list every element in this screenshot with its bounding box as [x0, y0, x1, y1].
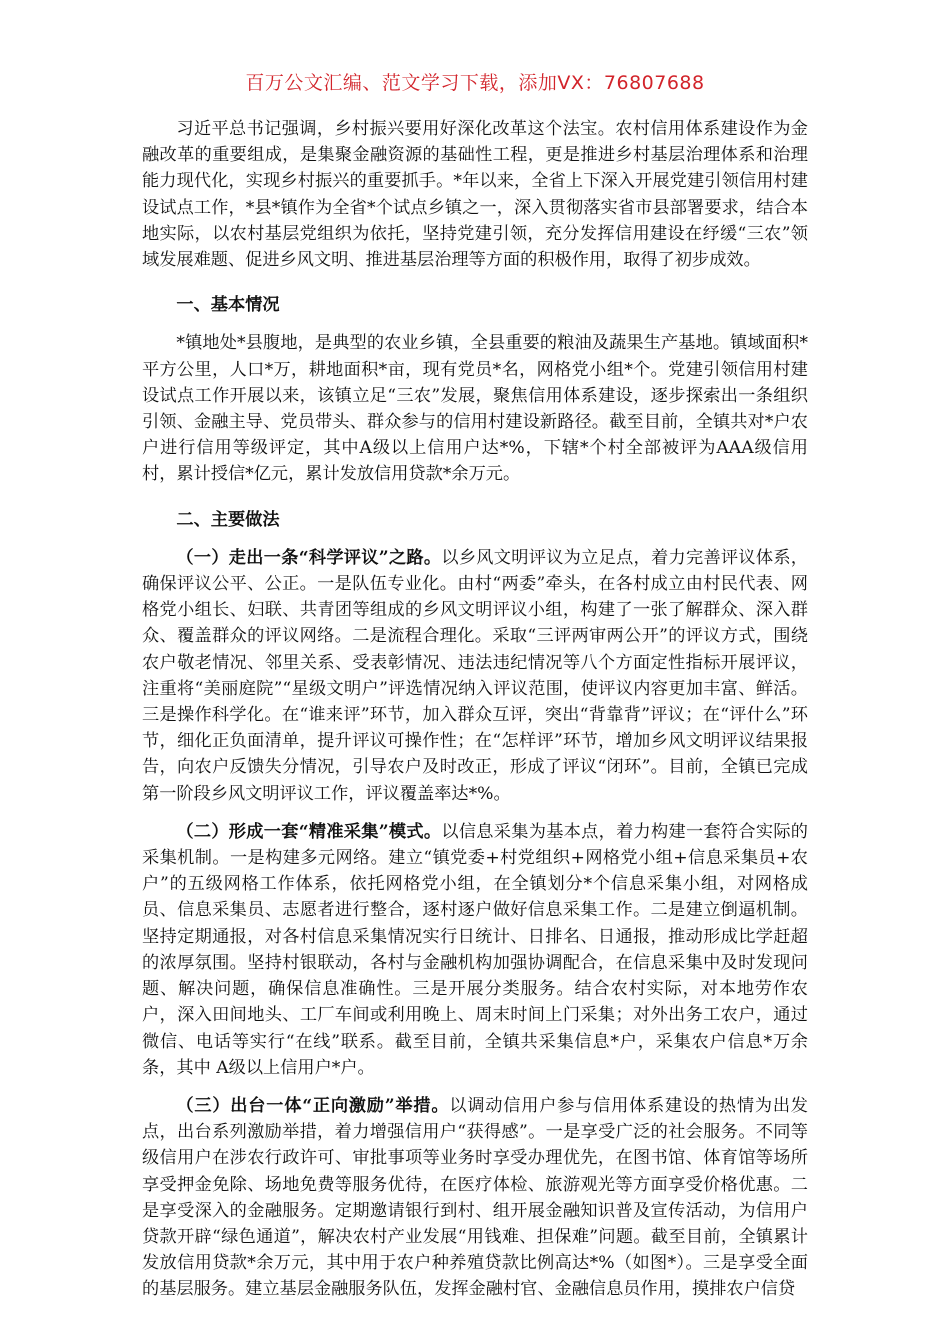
- section2-heading: 二、主要做法: [176, 509, 280, 530]
- item2-body: 以信息采集为基本点，着力构建一套符合实际的采集机制。一是构建多元网络。建立“镇党委+村党组织+网格党小组+信息采集员+农户”的五级网格工作体系，依托网格党小组，在全镇划分*个信息采集小组，对网格成员、信息采集员、志愿者进行整合，逐村逐户做好信息采集工作。二是建立倒逼机制。坚持定期通报，对各村信息采集情况实行日统计、日排名、日通报，推动形成比学赶超的浓厚氛围。坚持村银联动，各村与金融机构加强协调配合，在信息采集中及时发现问题、解决问题，确保信息准确性。三是开展分类服务。结合农村实际，对本地劳作农户，深入田间地头、工厂车间或利用晚上、周末时间上门采集；对外出务工农户，通过微信、电话等实行“在线”联系。截至目前，全镇共采集信息*户，采集农户信息*万余条，其中 A级以上信用户*户。: [142, 821, 808, 1078]
- item2-lead: （二）形成一套“精准采集”模式。: [176, 821, 442, 842]
- item3-paragraph: [142, 1093, 808, 1303]
- item1-body: 以乡风文明评议为立足点，着力完善评议体系，确保评议公平、公正。一是队伍专业化。由村“两委”牵头，在各村成立由村民代表、网格党小组长、妇联、共青团等组成的乡风文明评议小组，构建了一张了解群众、深入群众、覆盖群众的评议网络。二是流程合理化。采取“三评两审两公开”的评议方式，围绕农户敬老情况、邻里关系、受表彰情况、违法违纪情况等八个方面定性指标开展评议，注重将“美丽庭院”“星级文明户”评选情况纳入评议范围，使评议内容更加丰富、鲜活。三是操作科学化。在“谁来评”环节，加入群众互评，突出“背靠背”评议；在“评什么”环节，细化正负面清单，提升评议可操作性；在“怎样评”环节，增加乡风文明评议结果报告，向农户反馈失分情况，引导农户及时改正，形成了评议“闭环”。目前，全镇已完成第一阶段乡风文明评议工作，评议覆盖率达*%。: [142, 547, 808, 804]
- item1-paragraph: [142, 545, 808, 807]
- header-banner: 百万公文汇编、范文学习下载，添加VX：76807688: [245, 72, 705, 94]
- intro-paragraph: 习近平总书记强调，乡村振兴要用好深化改革这个法宝。农村信用体系建设作为金融改革的重要组成，是集聚金融资源的基础性工程，更是推进乡村基层治理体系和治理能力现代化，实现乡村振兴的重要抓手。*年以来，全省上下深入开展党建引领信用村建设试点工作，*县*镇作为全省*个试点乡镇之一，深入贯彻落实省市县部署要求，结合本地实际，以农村基层党组织为依托，坚持党建引领，充分发挥信用建设在纾缓“三农”领域发展难题、促进乡风文明、推进基层治理等方面的积极作用，取得了初步成效。: [142, 119, 808, 271]
- item3-body: 以调动信用户参与信用体系建设的热情为出发点，出台系列激励举措，着力增强信用户“获得感”。一是享受广泛的社会服务。不同等级信用户在涉农行政许可、审批事项等业务时享受办理优先，在图书馆、体育馆等场所享受押金免除、场地免费等服务优待，在医疗体检、旅游观光等方面享受价格优惠。二是享受深入的金融服务。定期邀请银行到村、组开展金融知识普及宣传活动，为信用户贷款开辟“绿色通道”，解决农村产业发展“用钱难、担保难”问题。截至目前，全镇累计发放信用贷款*余万元，其中用于农户种养殖贷款比例高达*%（如图*）。三是享受全面的基层服务。建立基层金融服务队伍，发挥金融村官、金融信息员作用，摸排农户信贷: [142, 1095, 808, 1300]
- section1-heading: 一、基本情况: [176, 295, 280, 316]
- document-body: [142, 116, 808, 1303]
- item1-lead: （一）走出一条“科学评议”之路。: [176, 547, 442, 568]
- item2-paragraph: [142, 819, 808, 1081]
- item3-lead: （三）出台一体“正向激励”举措。: [176, 1095, 450, 1116]
- section1-paragraph: *镇地处*县腹地，是典型的农业乡镇，全县重要的粮油及蔬果生产基地。镇域面积*平方公里，人口*万，耕地面积*亩，现有党员*名，网格党小组*个。党建引领信用村建设试点工作开展以来，该镇立足“三农”发展，聚焦信用体系建设，逐步探索出一条组织引领、金融主导、党员带头、群众参与的信用村建设新路径。截至目前，全镇共对*户农户进行信用等级评定，其中A级以上信用户达*%，下辖*个村全部被评为AAA级信用村，累计授信*亿元，累计发放信用贷款*余万元。: [142, 333, 808, 485]
